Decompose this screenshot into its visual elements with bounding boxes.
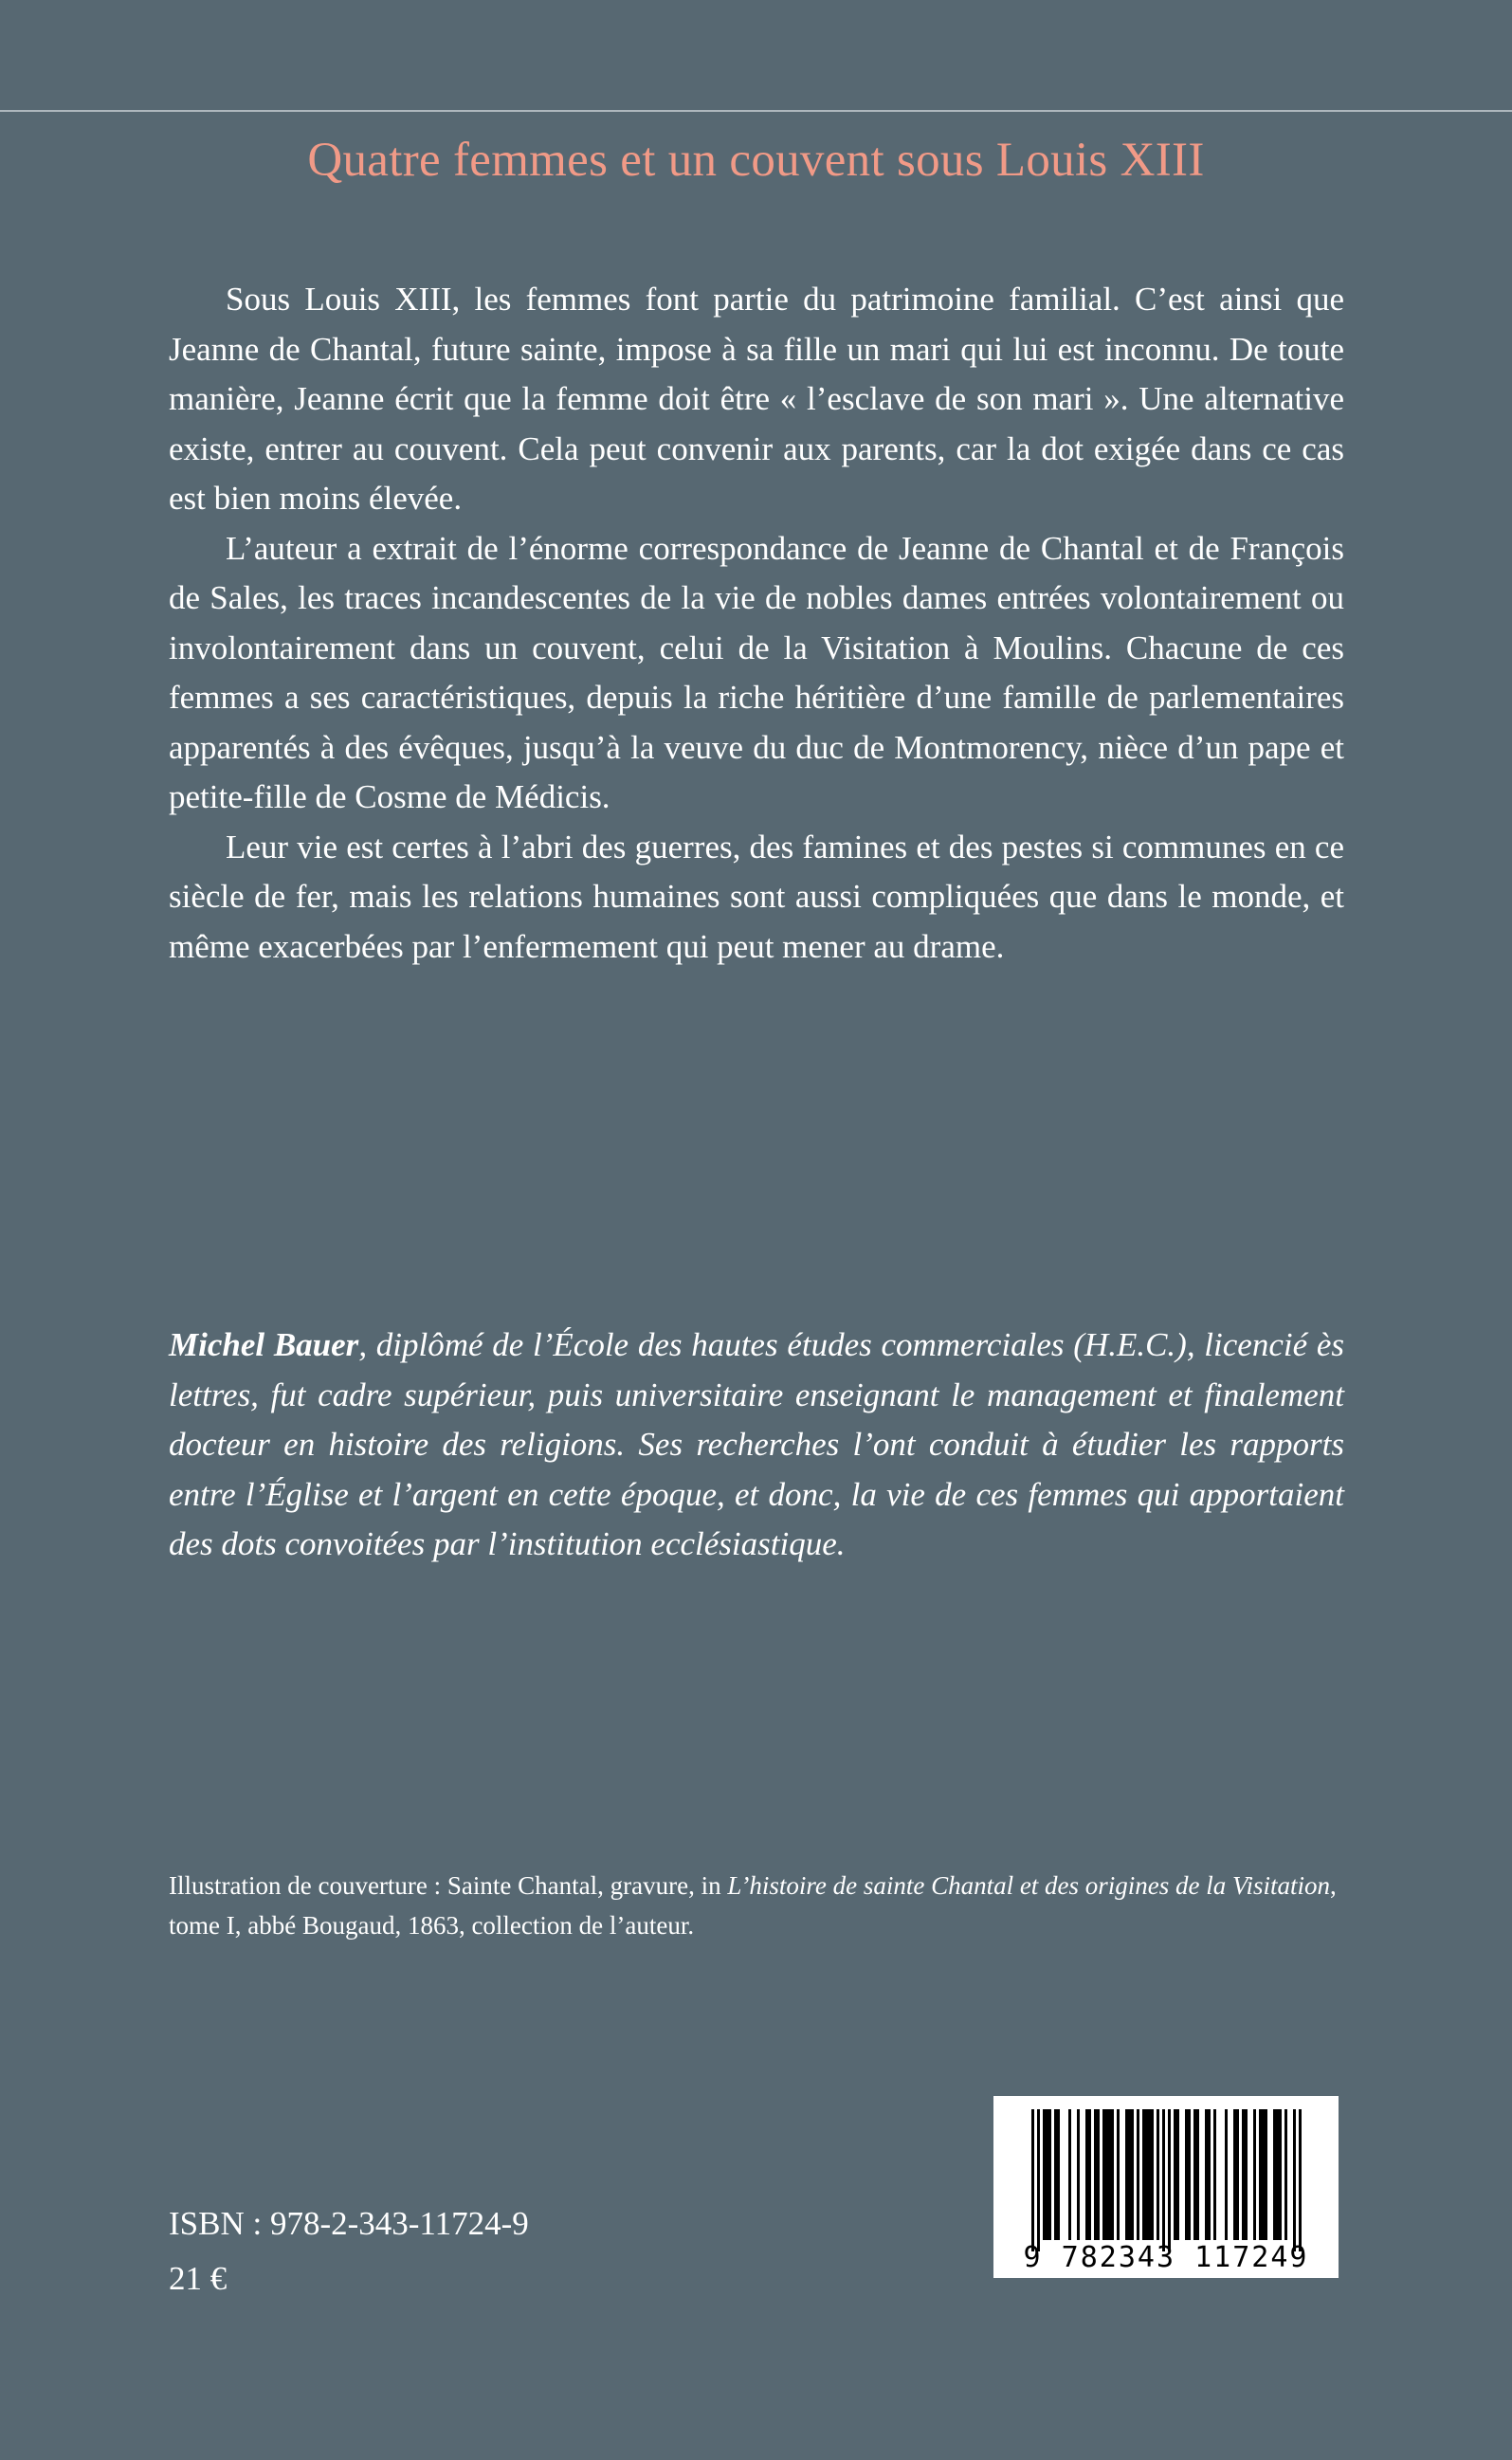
- barcode-bar: [1102, 2109, 1105, 2240]
- barcode-bar: [1176, 2109, 1179, 2240]
- barcode-bar: [1085, 2109, 1088, 2240]
- barcode-bar: [1046, 2109, 1048, 2240]
- barcode-bar: [1111, 2109, 1114, 2240]
- isbn: ISBN : 978-2-343-11724-9: [169, 2205, 529, 2242]
- barcode-bar: [1253, 2109, 1256, 2240]
- barcode-bar: [1245, 2109, 1248, 2240]
- barcode-bar: [1293, 2109, 1296, 2251]
- barcode-bar: [1088, 2109, 1091, 2240]
- barcode-bar: [1185, 2109, 1188, 2240]
- cover-illustration-credit: [169, 1866, 1344, 1945]
- credit-prefix: Illustration de couverture : Sainte Chantal, gravure, in: [169, 1871, 728, 1900]
- barcode-bar: [1137, 2109, 1139, 2240]
- barcode-bar: [1068, 2109, 1071, 2240]
- barcode-bar: [1131, 2109, 1134, 2240]
- summary-paragraph-2: L’auteur a extrait de l’énorme correspondance de Jeanne de Chantal et de François de Sales, les traces incandescentes de la vie de nobles dames entrées volontairement ou involontairement dans un couvent, celui de la Visitation à Moulins. Chacune de ces femmes a ses caractéristiques, depuis la riche héritière d’une famille de parlementaires apparentés à des évêques, jusqu’à la veuve du duc de Montmorency, nièce d’un pape et petite-fille de Cosme de Médicis.: [169, 529, 1344, 815]
- barcode-bar: [1273, 2109, 1276, 2240]
- barcode-bar: [1236, 2109, 1239, 2240]
- author-bio: [169, 1321, 1344, 1570]
- barcode-bar: [1125, 2109, 1128, 2240]
- barcode-bar: [1168, 2109, 1171, 2251]
- author-name: Michel Bauer: [169, 1326, 359, 1363]
- barcode-bar: [1077, 2109, 1080, 2240]
- barcode-bar: [1043, 2109, 1046, 2240]
- barcode-bar: [1208, 2109, 1211, 2240]
- back-cover-title: Quatre femmes et un couvent sous Louis XIII: [307, 134, 1205, 187]
- barcode-bar: [1196, 2109, 1199, 2240]
- barcode-bar: [1262, 2109, 1265, 2240]
- barcode-bar: [1242, 2109, 1245, 2240]
- barcode-bar: [1108, 2109, 1111, 2240]
- barcode-bar: [1299, 2109, 1302, 2251]
- summary: [169, 275, 1344, 972]
- credit-suffix: , tome I, abbé Bougaud, 1863, collection de l’auteur.: [169, 1871, 1337, 1940]
- barcode-bar: [1097, 2109, 1100, 2240]
- barcode-bar: [1279, 2109, 1282, 2240]
- barcode-bar: [1105, 2109, 1108, 2240]
- barcode-bar: [1193, 2109, 1196, 2240]
- barcode-bar: [1117, 2109, 1120, 2240]
- barcode-bar: [1094, 2109, 1097, 2240]
- barcode: [993, 2096, 1339, 2278]
- credit-book-title: L’histoire de sainte Chantal et des origines de la Visitation: [727, 1871, 1331, 1900]
- barcode-bar: [1284, 2109, 1287, 2240]
- barcode-bar: [1128, 2109, 1131, 2240]
- barcode-bar: [1205, 2109, 1208, 2240]
- barcode-digits: 9 782343 117249: [1023, 2241, 1309, 2274]
- barcode-bar: [1162, 2109, 1165, 2251]
- top-rule: [0, 110, 1512, 112]
- barcode-bar: [1031, 2109, 1034, 2251]
- barcode-bar: [1276, 2109, 1279, 2240]
- barcode-bar: [1151, 2109, 1154, 2240]
- barcode-bar: [1265, 2109, 1267, 2240]
- barcode-bar: [1048, 2109, 1051, 2240]
- barcode-bar: [1057, 2109, 1060, 2240]
- barcode-bar: [1145, 2109, 1148, 2240]
- barcode-bar: [1037, 2109, 1040, 2251]
- barcode-bar: [1174, 2109, 1176, 2240]
- price: 21 €: [169, 2260, 228, 2297]
- barcode-bar: [1188, 2109, 1191, 2240]
- summary-paragraph-3: Leur vie est certes à l’abri des guerres, des famines et des pestes si communes en ce siècle de fer, mais les relations humaines sont aussi compliquées que dans le monde, et même exacerbées par l’enfermement qui peut mener au drame.: [169, 828, 1344, 965]
- barcode-bar: [1157, 2109, 1159, 2240]
- barcode-bar: [1148, 2109, 1151, 2240]
- barcode-bar: [1142, 2109, 1145, 2240]
- author-bio-text: , diplômé de l’École des hautes études commerciales (H.E.C.), licencié ès lettres, fut cadre supérieur, puis universitaire enseignant le management et finalement docteur en histoire des religions. Ses recherches l’ont conduit à étudier les rapports entre l’Église et l’argent en cette époque, et donc, la vie de ces femmes qui apportaient des dots convoitées par l’institution ecclésiastique.: [169, 1326, 1345, 1562]
- barcode-bar: [1054, 2109, 1057, 2240]
- barcode-bar: [1259, 2109, 1262, 2240]
- barcode-bar: [1213, 2109, 1216, 2240]
- summary-paragraph-1: Sous Louis XIII, les femmes font partie du patrimoine familial. C’est ainsi que Jeanne de Chantal, future sainte, impose à sa fille un mari qui lui est inconnu. De toute manière, Jeanne écrit que la femme doit être « l’esclave de son mari ». Une alternative existe, entrer au couvent. Cela peut convenir aux parents, car la dot exigée dans ce cas est bien moins élevée.: [169, 281, 1344, 517]
- barcode-bar: [1225, 2109, 1228, 2240]
- barcode-bar: [1233, 2109, 1236, 2240]
